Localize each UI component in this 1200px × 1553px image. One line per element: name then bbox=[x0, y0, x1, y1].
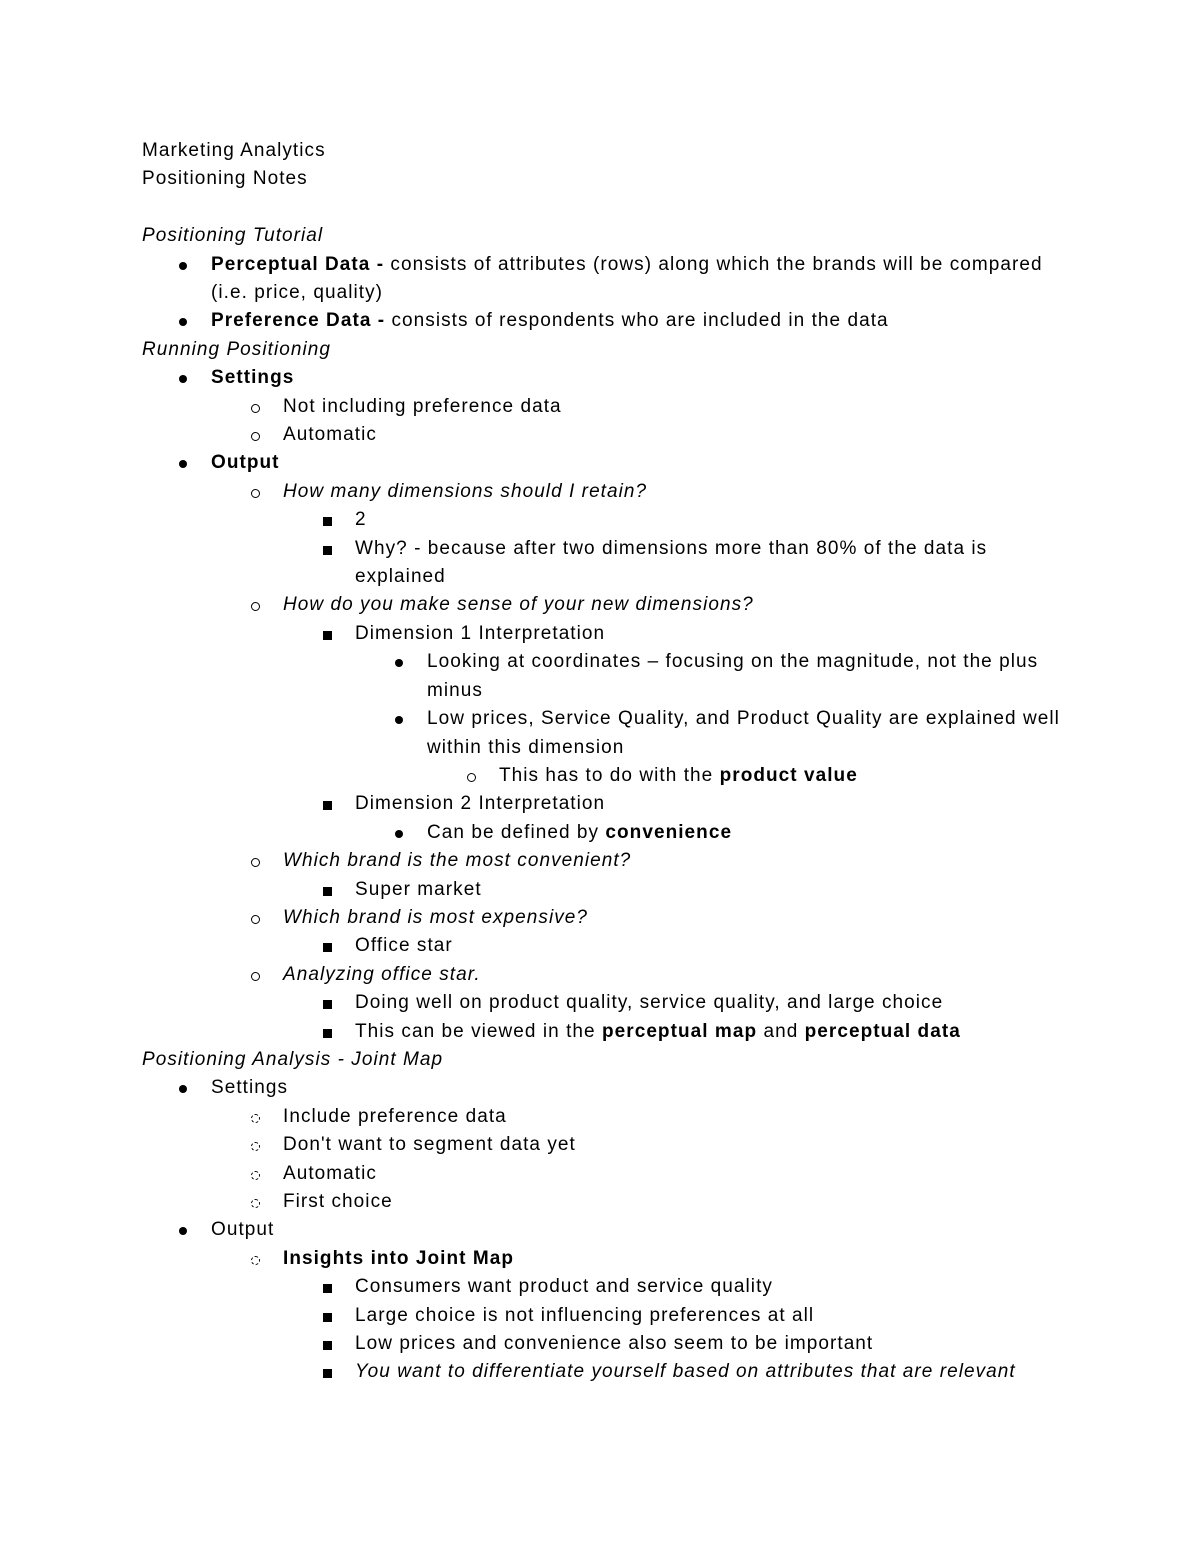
line-text: Positioning Analysis - Joint Map bbox=[142, 1048, 444, 1070]
line-text: Dimension 1 Interpretation bbox=[355, 622, 606, 644]
list-item bbox=[466, 762, 1060, 790]
circle-bullet-icon bbox=[466, 762, 499, 790]
disc-bullet-icon bbox=[178, 364, 211, 392]
list-item bbox=[250, 1245, 1060, 1273]
list-item bbox=[322, 1302, 1060, 1330]
list-item bbox=[250, 904, 1060, 932]
line-text: Marketing Analytics bbox=[142, 140, 326, 161]
square-bullet-icon bbox=[322, 1358, 355, 1386]
list-item bbox=[322, 1330, 1060, 1358]
line-text: Dimension 2 Interpretation bbox=[355, 793, 606, 815]
square-bullet-icon bbox=[322, 989, 355, 1017]
list-item bbox=[394, 705, 1060, 762]
line-text: Perceptual Data - consists of attributes (rows) along which the brands will be compared (i.e. price, quality) bbox=[211, 253, 1043, 304]
list-item bbox=[394, 819, 1060, 847]
line-text: Office star bbox=[355, 935, 453, 957]
list-item bbox=[178, 1216, 1060, 1244]
list-item bbox=[250, 1188, 1060, 1216]
line-text: Include preference data bbox=[283, 1105, 507, 1127]
line-text: Analyzing office star. bbox=[283, 963, 481, 985]
line-text: Preference Data - consists of respondents who are included in the data bbox=[211, 310, 889, 332]
line-text: Looking at coordinates – focusing on the magnitude, not the plus minus bbox=[427, 651, 1039, 701]
list-item bbox=[322, 932, 1060, 960]
disc-bullet-icon bbox=[394, 648, 427, 676]
dashed-circle-bullet-icon bbox=[250, 1245, 283, 1273]
list-item bbox=[322, 790, 1060, 818]
line-text: Positioning Notes bbox=[142, 168, 308, 190]
square-bullet-icon bbox=[322, 1302, 355, 1330]
line-text: You want to differentiate yourself based on attributes that are relevant bbox=[355, 1361, 1016, 1383]
line-text: Can be defined by convenience bbox=[427, 821, 733, 843]
line-text: Settings bbox=[211, 367, 295, 389]
list-item bbox=[250, 591, 1060, 619]
line-text: Super market bbox=[355, 878, 482, 900]
circle-bullet-icon bbox=[250, 393, 283, 421]
square-bullet-icon bbox=[322, 620, 355, 648]
list-item bbox=[178, 307, 1060, 335]
list-item bbox=[178, 449, 1060, 477]
list-item bbox=[250, 1160, 1060, 1188]
line-text: 2 bbox=[355, 509, 367, 531]
disc-bullet-icon bbox=[394, 705, 427, 733]
circle-bullet-icon bbox=[250, 478, 283, 506]
square-bullet-icon bbox=[322, 1018, 355, 1046]
circle-bullet-icon bbox=[250, 591, 283, 619]
list-item bbox=[322, 535, 1060, 592]
square-bullet-icon bbox=[322, 1273, 355, 1301]
line-text: Consumers want product and service quality bbox=[355, 1276, 773, 1298]
line-text: Positioning Tutorial bbox=[142, 225, 324, 247]
line-text: Don't want to segment data yet bbox=[283, 1134, 576, 1156]
disc-bullet-icon bbox=[178, 251, 211, 279]
paragraph bbox=[142, 336, 1060, 364]
line-text: Output bbox=[211, 452, 280, 474]
line-text: Which brand is most expensive? bbox=[283, 906, 589, 928]
line-text: Large choice is not influencing preferences at all bbox=[355, 1304, 815, 1326]
line-text: Automatic bbox=[283, 1162, 377, 1184]
list-item bbox=[250, 961, 1060, 989]
disc-bullet-icon bbox=[178, 1074, 211, 1102]
list-item bbox=[394, 648, 1060, 705]
line-text: Settings bbox=[211, 1077, 289, 1099]
square-bullet-icon bbox=[322, 932, 355, 960]
line-text: Low prices, Service Quality, and Product Quality are explained well within this dimension bbox=[427, 708, 1060, 758]
list-item bbox=[178, 251, 1060, 308]
circle-bullet-icon bbox=[250, 847, 283, 875]
paragraph bbox=[142, 1046, 1060, 1074]
line-text: Running Positioning bbox=[142, 338, 331, 360]
circle-bullet-icon bbox=[250, 904, 283, 932]
disc-bullet-icon bbox=[178, 307, 211, 335]
paragraph bbox=[142, 165, 1060, 193]
list-item bbox=[250, 393, 1060, 421]
list-item bbox=[250, 1131, 1060, 1159]
list-item bbox=[322, 1358, 1060, 1386]
list-item bbox=[322, 506, 1060, 534]
dashed-circle-bullet-icon bbox=[250, 1131, 283, 1159]
disc-bullet-icon bbox=[394, 819, 427, 847]
square-bullet-icon bbox=[322, 876, 355, 904]
line-text: Low prices and convenience also seem to be important bbox=[355, 1333, 874, 1355]
line-text: Not including preference data bbox=[283, 395, 562, 417]
list-item bbox=[322, 1273, 1060, 1301]
line-text: Output bbox=[211, 1219, 275, 1241]
list-item bbox=[250, 421, 1060, 449]
dashed-circle-bullet-icon bbox=[250, 1103, 283, 1131]
square-bullet-icon bbox=[322, 506, 355, 534]
dashed-circle-bullet-icon bbox=[250, 1188, 283, 1216]
line-text: How do you make sense of your new dimensions? bbox=[283, 594, 754, 616]
line-text: How many dimensions should I retain? bbox=[283, 480, 648, 502]
line-text: Insights into Joint Map bbox=[283, 1247, 515, 1269]
list-item bbox=[322, 876, 1060, 904]
line-text: This has to do with the product value bbox=[499, 764, 858, 786]
line-text: Which brand is the most convenient? bbox=[283, 850, 632, 872]
circle-bullet-icon bbox=[250, 961, 283, 989]
dashed-circle-bullet-icon bbox=[250, 1160, 283, 1188]
list-item bbox=[322, 620, 1060, 648]
line-text: Why? - because after two dimensions more than 80% of the data is explained bbox=[355, 537, 988, 588]
line-text: This can be viewed in the perceptual map and perceptual data bbox=[355, 1020, 961, 1042]
blank-line bbox=[142, 194, 1060, 222]
paragraph bbox=[142, 137, 1060, 165]
paragraph bbox=[142, 222, 1060, 250]
square-bullet-icon bbox=[322, 1330, 355, 1358]
list-item bbox=[322, 1018, 1060, 1046]
list-item bbox=[322, 989, 1060, 1017]
square-bullet-icon bbox=[322, 790, 355, 818]
line-text: First choice bbox=[283, 1191, 393, 1213]
list-item bbox=[250, 847, 1060, 875]
list-item bbox=[250, 478, 1060, 506]
document-body bbox=[142, 137, 1060, 1387]
disc-bullet-icon bbox=[178, 449, 211, 477]
line-text: Automatic bbox=[283, 424, 377, 446]
list-item bbox=[250, 1103, 1060, 1131]
list-item bbox=[178, 1074, 1060, 1102]
list-item bbox=[178, 364, 1060, 392]
disc-bullet-icon bbox=[178, 1216, 211, 1244]
circle-bullet-icon bbox=[250, 421, 283, 449]
line-text: Doing well on product quality, service quality, and large choice bbox=[355, 992, 944, 1014]
square-bullet-icon bbox=[322, 535, 355, 563]
